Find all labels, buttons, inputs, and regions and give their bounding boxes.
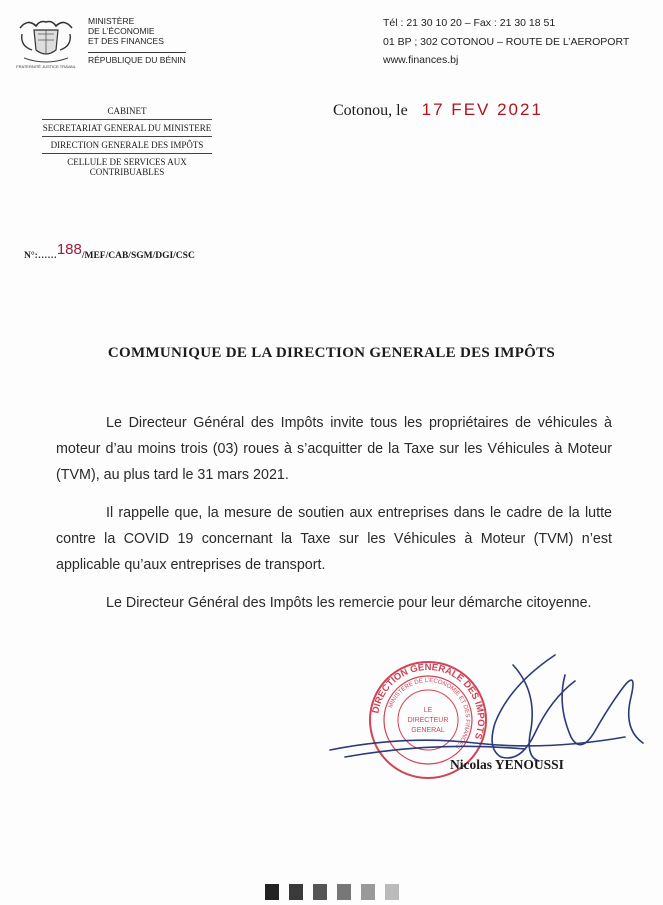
- stamp-inner-text: MINISTERE DE L’ECONOMIE ET DES FINANCES: [388, 677, 471, 750]
- ministry-line: MINISTÈRE: [88, 16, 135, 26]
- stamp-center-line: DIRECTEUR: [407, 717, 449, 724]
- contact-website: www.finances.bj: [383, 54, 459, 66]
- reference-prefix: N°:: [24, 251, 38, 261]
- ministry-line: DE L’ÉCONOMIE: [88, 26, 155, 36]
- date-stamp: 17 FEV 2021: [421, 100, 543, 119]
- ministry-name: [88, 16, 164, 46]
- stamp-center-line: GENERAL: [411, 727, 445, 734]
- benin-coat-of-arms-icon: [14, 14, 78, 72]
- service-dgi: DIRECTION GENERALE DES IMPÔTS: [42, 137, 212, 154]
- service-cabinet: CABINET: [42, 103, 212, 120]
- services-block: [42, 103, 212, 180]
- republic-name: RÉPUBLIQUE DU BÉNIN: [88, 52, 186, 65]
- contact-block: [383, 14, 629, 70]
- contact-phone-fax: Tél : 21 30 10 20 – Fax : 21 30 18 51: [383, 17, 556, 29]
- reference-dots: ……: [37, 251, 57, 261]
- handwritten-signature: [325, 645, 655, 775]
- date-prefix: Cotonou, le: [333, 102, 408, 119]
- page-title: COMMUNIQUE DE LA DIRECTION GENERALE DES IMPÔTS: [107, 345, 556, 361]
- reference-handwritten-number: 188: [56, 241, 82, 258]
- stamp-center-line: LE: [423, 707, 433, 714]
- body-paragraph: Il rappelle que, la mesure de soutien aux entreprises dans le cadre de la lutte contre la COVID 19 concernant la Taxe sur les Véhicules à Moteur (TVM) n’est applicable qu’aux entreprises de transport.: [56, 505, 612, 573]
- stamp-outer-text: DIRECTION GENERALE DES IMPOTS: [370, 661, 487, 741]
- signatory-name: Nicolas YENOUSSI: [450, 757, 564, 772]
- contact-address: 01 BP ; 302 COTONOU – ROUTE DE L’AEROPORT: [383, 35, 630, 48]
- svg-text:FRATERNITÉ JUSTICE TRAVAIL: FRATERNITÉ JUSTICE TRAVAIL: [16, 64, 76, 69]
- service-secretariat: SECRETARIAT GENERAL DU MINISTERE: [42, 120, 212, 137]
- reference-number: [24, 241, 195, 262]
- body-paragraph: Le Directeur Général des Impôts invite tous les propriétaires de véhicules à moteur d’au moins trois (03) roues à s’acquitter de la Taxe sur les Véhicules à Moteur (TVM), au plus tard le 31 mars 2021.: [56, 415, 612, 483]
- ministry-line: ET DES FINANCES: [88, 36, 164, 46]
- scan-marks: [265, 880, 405, 900]
- date-line: [333, 100, 543, 120]
- service-csc: CELLULE DE SERVICES AUX CONTRIBUABLES: [67, 157, 187, 177]
- reference-suffix: /MEF/CAB/SGM/DGI/CSC: [81, 251, 195, 261]
- body-paragraph: Le Directeur Général des Impôts les remercie pour leur démarche citoyenne.: [106, 595, 592, 611]
